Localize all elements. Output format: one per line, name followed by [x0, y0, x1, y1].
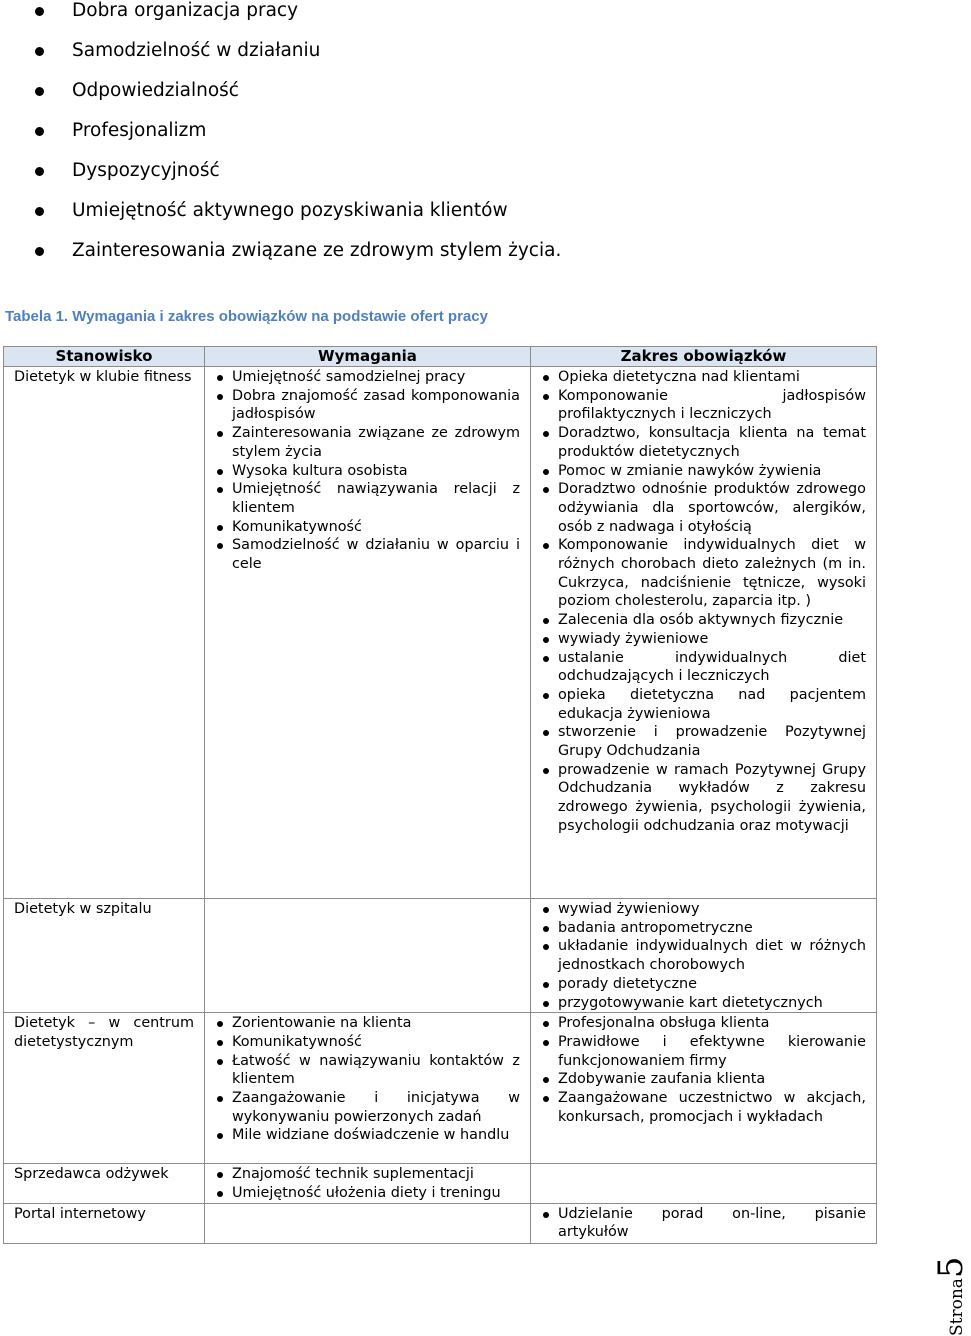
requirements-bullet-list [0, 0, 561, 280]
bullet-dot-icon [543, 618, 549, 624]
bullet-dot-icon [543, 1021, 549, 1027]
bullet-dot-icon [543, 730, 549, 736]
list-item [558, 761, 866, 836]
bullet-dot-icon [217, 1059, 223, 1065]
position-cell: Dietetyk – w centrum dietetystycznym [4, 1013, 205, 1164]
list-item-text: Udzielanie porad on-line, pisanie artykułów [558, 1205, 866, 1241]
list-item [558, 387, 866, 424]
bullet-dot-icon [217, 469, 223, 475]
list-item [232, 1089, 520, 1126]
bullet-dot-icon [543, 1077, 549, 1083]
bullet-dot-icon [217, 1021, 223, 1027]
list-item-text: Znajomość technik suplementacji [232, 1166, 474, 1183]
list-item [558, 975, 866, 994]
list-item [232, 1126, 520, 1145]
page-footer [931, 1256, 971, 1336]
requirements-cell [205, 1203, 531, 1243]
bullet-dot-icon [543, 431, 549, 437]
bullet-dot-icon [543, 982, 549, 988]
list-item-text: Komunikatywność [232, 518, 362, 535]
bullet-dot-icon [35, 87, 44, 96]
header-requirements: Wymagania [205, 347, 531, 367]
list-item [232, 480, 520, 517]
list-item [558, 480, 866, 536]
list-item [232, 1165, 520, 1184]
job-requirements-table [3, 346, 877, 1244]
list-item [558, 994, 866, 1013]
list-item [558, 900, 866, 919]
list-item [558, 686, 866, 723]
list-item [558, 611, 866, 630]
list-item [558, 1070, 866, 1089]
bullet-item: Dobra organizacja pracy [0, 0, 561, 40]
requirements-cell [205, 899, 531, 1013]
table-row [4, 1203, 877, 1243]
bullet-item: Profesjonalizm [0, 120, 561, 160]
bullet-dot-icon [543, 375, 549, 381]
bullet-dot-icon [217, 543, 223, 549]
list-item-text: Wysoka kultura osobista [232, 462, 408, 479]
list-item [558, 1014, 866, 1033]
header-duties: Zakres obowiązków [531, 347, 877, 367]
list-item [558, 1033, 866, 1070]
bullet-dot-icon [217, 375, 223, 381]
list-item-text: Zorientowanie na klienta [232, 1015, 412, 1032]
list-item-text: Doradztwo odnośnie produktów zdrowego odżywiania dla sportowców, alergików, osób z nadwaga i otyłością [558, 481, 866, 535]
duties-list [531, 1204, 876, 1242]
bullet-dot-icon [543, 1212, 549, 1218]
list-item [232, 536, 520, 573]
list-item [558, 723, 866, 760]
list-item-text: wywiady żywieniowe [558, 630, 709, 647]
list-item-text: Doradztwo, konsultacja klienta na temat produktów dietetycznych [558, 425, 866, 460]
list-item-text: Opieka dietetyczna nad klientami [558, 369, 800, 385]
list-item-text: stworzenie i prowadzenie Pozytywnej Grupy Odchudzania [558, 724, 866, 760]
bullet-dot-icon [543, 944, 549, 950]
list-item-text: Profesjonalna obsługa klienta [558, 1015, 770, 1032]
bullet-dot-icon [543, 907, 549, 913]
list-item-text: Zaangażowane uczestnictwo w akcjach, konkursach, promocjach i wykładach [558, 1090, 866, 1125]
duties-cell [531, 1164, 877, 1203]
bullet-dot-icon [543, 926, 549, 932]
position-cell: Dietetyk w klubie fitness [4, 367, 205, 899]
table-row [4, 367, 877, 899]
bullet-dot-icon [543, 693, 549, 699]
bullet-dot-icon [543, 394, 549, 400]
duties-cell [531, 1013, 877, 1164]
bullet-dot-icon [217, 1040, 223, 1046]
list-item-text: Zainteresowania związane ze zdrowym stylem życia [232, 425, 520, 460]
list-item [232, 1014, 520, 1033]
list-item-text: Komponowanie indywidualnych diet w różnych chorobach dieto zależnych (m in. Cukrzyca, nadciśnienie tętnicze, wysoki poziom cholesterolu, zaparcia itp. ) [558, 537, 866, 610]
position-cell: Portal internetowy [4, 1203, 205, 1243]
list-item [232, 1184, 520, 1203]
list-item-text: badania antropometryczne [558, 919, 753, 936]
bullet-dot-icon [543, 469, 549, 475]
duties-cell [531, 1203, 877, 1243]
bullet-dot-icon [543, 1096, 549, 1102]
table-header-row [4, 347, 877, 367]
bullet-dot-icon [35, 167, 44, 176]
list-item [558, 536, 866, 611]
list-item [558, 919, 866, 938]
table-row [4, 1164, 877, 1203]
page-number: 5 [931, 1256, 971, 1279]
header-position: Stanowisko [4, 347, 205, 367]
list-item-text: Zdobywanie zaufania klienta [558, 1071, 766, 1088]
list-item [558, 630, 866, 649]
list-item [558, 462, 866, 481]
bullet-dot-icon [217, 487, 223, 493]
list-item-text: Komunikatywność [232, 1033, 362, 1050]
list-item [232, 368, 520, 387]
bullet-dot-icon [35, 47, 44, 56]
bullet-item: Umiejętność aktywnego pozyskiwania klientów [0, 200, 561, 240]
bullet-dot-icon [217, 1133, 223, 1139]
bullet-dot-icon [543, 768, 549, 774]
duties-list [531, 899, 876, 1012]
list-item [232, 1052, 520, 1089]
list-item [232, 462, 520, 481]
list-item [558, 424, 866, 461]
bullet-dot-icon [35, 207, 44, 216]
bullet-dot-icon [543, 1040, 549, 1046]
bullet-dot-icon [543, 487, 549, 493]
list-item [232, 1033, 520, 1052]
bullet-dot-icon [543, 656, 549, 662]
list-item-text: Komponowanie jadłospisów profilaktycznych i leczniczych [558, 387, 866, 423]
bullet-dot-icon [543, 1001, 549, 1007]
bullet-dot-icon [217, 431, 223, 437]
list-item-text: wywiad żywieniowy [558, 901, 700, 917]
requirements-cell [205, 367, 531, 899]
bullet-dot-icon [543, 543, 549, 549]
list-item-text: porady dietetyczne [558, 975, 697, 992]
bullet-dot-icon [543, 637, 549, 643]
list-item-text: Dobra znajomość zasad komponowania jadłospisów [232, 387, 520, 423]
list-item-text: Pomoc w zmianie nawyków żywienia [558, 462, 822, 479]
list-item-text: Prawidłowe i efektywne kierowanie funkcjonowaniem firmy [558, 1033, 866, 1069]
requirements-cell [205, 1013, 531, 1164]
list-item-text: Umiejętność nawiązywania relacji z klientem [232, 481, 520, 516]
duties-cell [531, 367, 877, 899]
bullet-dot-icon [217, 1096, 223, 1102]
list-item [232, 518, 520, 537]
requirements-cell [205, 1164, 531, 1203]
list-item-text: przygotowywanie kart dietetycznych [558, 994, 823, 1011]
list-item-text: Umiejętność ułożenia diety i treningu [232, 1184, 501, 1201]
list-item-text: Łatwość w nawiązywaniu kontaktów z klientem [232, 1052, 520, 1088]
duties-cell [531, 899, 877, 1013]
table-row [4, 899, 877, 1013]
list-item [558, 1205, 866, 1242]
list-item-text: Samodzielność w działaniu w oparciu i cele [232, 537, 520, 573]
list-item-text: Umiejętność samodzielnej pracy [232, 369, 466, 385]
bullet-dot-icon [217, 1191, 223, 1197]
bullet-dot-icon [217, 525, 223, 531]
list-item-text: opieka dietetyczna nad pacjentem edukacja żywieniowa [558, 686, 866, 722]
list-item [558, 937, 866, 974]
requirements-list [205, 1164, 530, 1202]
table-row [4, 1013, 877, 1164]
bullet-dot-icon [217, 394, 223, 400]
bullet-item: Dyspozycyjność [0, 160, 561, 200]
bullet-dot-icon [217, 1172, 223, 1178]
list-item-text: Mile widziane doświadczenie w handlu [232, 1127, 510, 1144]
bullet-item: Zainteresowania związane ze zdrowym stylem życia. [0, 240, 561, 280]
list-item [558, 1089, 866, 1126]
list-item [232, 424, 520, 461]
page-label: Strona [947, 1278, 967, 1336]
duties-list [531, 367, 876, 836]
bullet-dot-icon [35, 7, 44, 16]
list-item [558, 649, 866, 686]
bullet-dot-icon [35, 247, 44, 256]
bullet-dot-icon [35, 127, 44, 136]
position-cell: Sprzedawca odżywek [4, 1164, 205, 1203]
list-item-text: Zaangażowanie i inicjatywa w wykonywaniu powierzonych zadań [232, 1090, 520, 1125]
requirements-list [205, 1013, 530, 1145]
list-item [232, 387, 520, 424]
bullet-item: Samodzielność w działaniu [0, 40, 561, 80]
duties-list [531, 1013, 876, 1126]
requirements-list [205, 367, 530, 574]
table-caption: Tabela 1. Wymagania i zakres obowiązków na podstawie ofert pracy [5, 308, 488, 325]
list-item-text: układanie indywidualnych diet w różnych jednostkach chorobowych [558, 938, 866, 974]
bullet-item: Odpowiedzialność [0, 80, 561, 120]
list-item-text: prowadzenie w ramach Pozytywnej Grupy Odchudzania wykładów z zakresu zdrowego żywienia, psychologii żywienia, psychologii odchudzania oraz motywacji [558, 761, 866, 834]
list-item [558, 368, 866, 387]
position-cell: Dietetyk w szpitalu [4, 899, 205, 1013]
list-item-text: Zalecenia dla osób aktywnych fizycznie [558, 612, 844, 629]
list-item-text: ustalanie indywidualnych diet odchudzających i leczniczych [558, 649, 866, 685]
